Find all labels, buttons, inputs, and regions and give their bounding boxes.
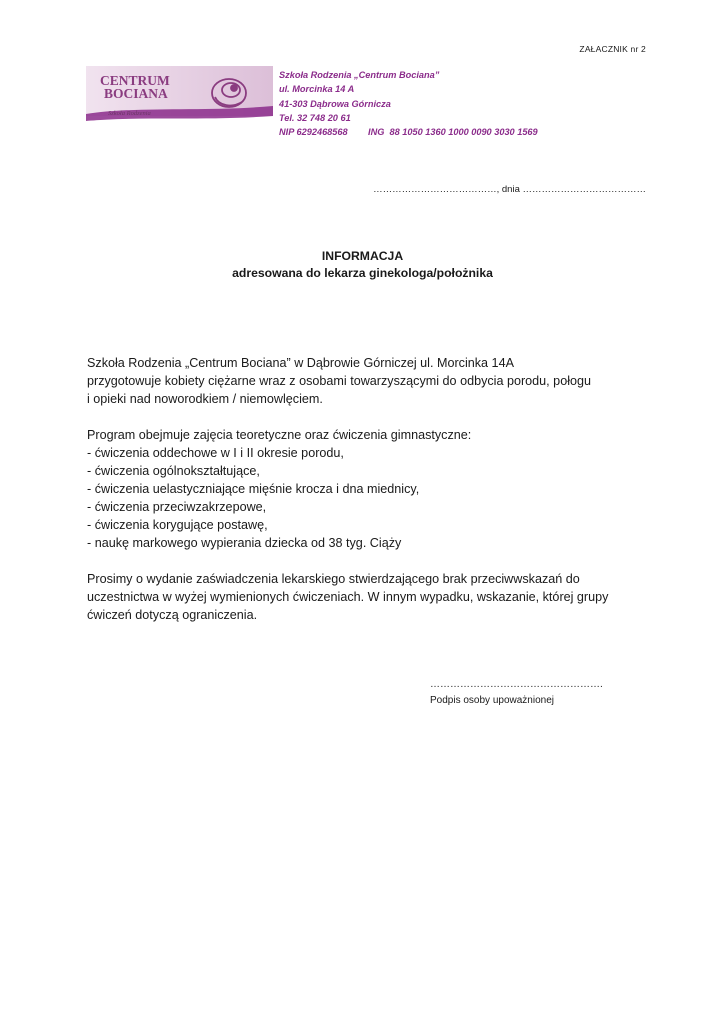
text-line: i opieki nad noworodkiem / niemowlęciem. <box>87 392 323 406</box>
list-item: - ćwiczenia ogólnokształtujące, <box>87 464 260 478</box>
document-title <box>0 248 725 282</box>
phone-number: Tel. 32 748 20 61 <box>279 112 351 123</box>
list-item: - ćwiczenia uelastyczniające mięśnie krocza i dna miednicy, <box>87 482 420 496</box>
signature-line: ……………………………………………. <box>430 679 603 690</box>
city-address: 41-303 Dąbrowa Górnicza <box>279 98 391 109</box>
list-item: - naukę markowego wypierania dziecka od 38 tyg. Ciąży <box>87 536 402 550</box>
list-item: - ćwiczenia korygujące postawę, <box>87 518 268 532</box>
header-contact-info <box>279 68 538 139</box>
logo <box>86 66 273 124</box>
text-line: ćwiczeń dotyczą ograniczenia. <box>87 608 258 622</box>
annex-label: ZAŁACZNIK nr 2 <box>579 44 646 54</box>
tax-bank-info: NIP 6292468568 ING 88 1050 1360 1000 0090 3030 1569 <box>279 127 538 138</box>
document-body <box>87 354 657 642</box>
place-date-line: …………………………………, dnia ………………………………… <box>373 184 646 195</box>
title-subheading: adresowana do lekarza ginekologa/położnika <box>232 266 493 280</box>
logo-name: CENTRUM BOCIANA <box>100 73 170 101</box>
street-address: ul. Morcinka 14 A <box>279 84 355 95</box>
text-line: przygotowuje kobiety ciężarne wraz z osobami towarzyszącymi do odbycia porodu, połogu <box>87 374 592 388</box>
text-line: Prosimy o wydanie zaświadczenia lekarskiego stwierdzającego brak przeciwwskazań do <box>87 572 580 586</box>
school-name: Szkoła Rodzenia „Centrum Bociana” <box>279 70 440 80</box>
text-line: Program obejmuje zajęcia teoretyczne oraz ćwiczenia gimnastyczne: <box>87 428 472 442</box>
signature-label: Podpis osoby upoważnionej <box>430 695 554 706</box>
signature-block <box>430 677 603 709</box>
intro-paragraph <box>87 354 657 408</box>
program-paragraph <box>87 426 657 552</box>
list-item: - ćwiczenia oddechowe w I i II okresie porodu, <box>87 446 344 460</box>
text-line: Szkoła Rodzenia „Centrum Bociana” w Dąbrowie Górniczej ul. Morcinka 14A <box>87 356 514 370</box>
text-line: uczestnictwa w wyżej wymienionych ćwiczeniach. W innym wypadku, wskazanie, której grupy <box>87 590 609 604</box>
request-paragraph <box>87 570 657 624</box>
title-heading: INFORMACJA <box>321 249 404 263</box>
list-item: - ćwiczenia przeciwzakrzepowe, <box>87 500 267 514</box>
logo-subtitle: Szkoła Rodzenia <box>108 110 151 117</box>
